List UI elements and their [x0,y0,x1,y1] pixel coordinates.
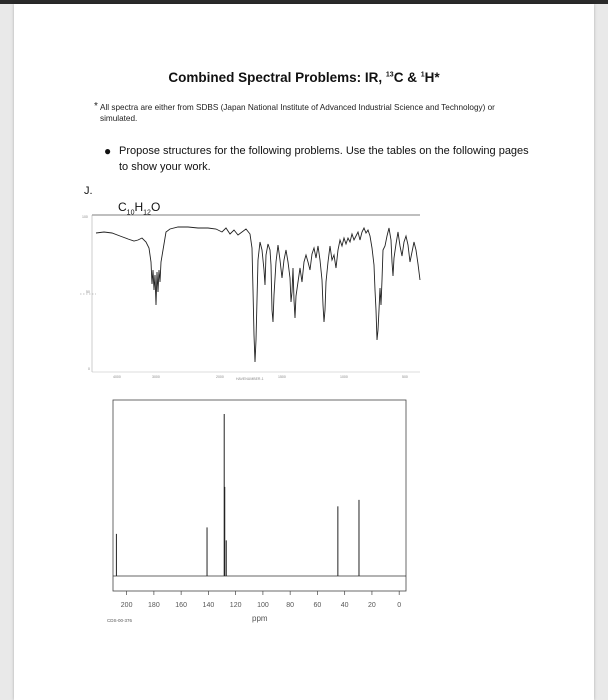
ir-y-tick-label: 50 [86,290,90,294]
ir-x-tick-label: 3000 [152,375,160,379]
bullet-dot-icon: ● [104,144,112,158]
molecular-formula: $C_{10}H_{12}O$ [118,200,161,217]
ir-x-tick-label: 2000 [216,375,224,379]
instruction-text: Propose structures for the following problems. Use the tables on the following pages to show your work. [119,145,529,173]
ir-x-tick-label: 1500 [278,375,286,379]
c13-nmr-spectrum [113,400,406,609]
nmr-frame [113,400,406,591]
nmr-x-tick-label: 200 [120,602,133,609]
page-title: Combined Spectral Problems: IR, $^{13}$C & $^1$H* [168,70,440,85]
nmr-x-tick-label: 20 [368,602,376,609]
nmr-x-tick-label: 0 [397,602,402,609]
nmr-x-axis-label: ppm [252,614,268,623]
nmr-x-tick-label: 80 [286,602,295,609]
nmr-x-tick-label: 120 [229,602,242,609]
ir-x-tick-label: 1000 [340,375,348,379]
ir-trace [96,227,420,362]
ir-x-tick-label: 4000 [113,375,121,379]
nmr-footer-code: CDS-00-376 [107,618,133,623]
nmr-x-tick-label: 160 [175,602,187,609]
ir-y-tick-label: 0 [88,367,90,371]
nmr-x-tick-label: 40 [340,602,349,609]
nmr-x-tick-label: 140 [202,602,215,609]
problem-label: J. [84,185,93,197]
note-text: All spectra are either from SDBS (Japan National Institute of Advanced Industrial Science and Technology) or simulated. [100,103,495,123]
ir-x-axis-label: HAVENUMBER-1 [236,377,264,381]
ir-y-tick-label: 100 [82,215,88,219]
note-asterisk: * [94,101,98,112]
ir-spectrum [80,215,420,381]
nmr-x-tick-label: 180 [148,602,160,609]
nmr-x-tick-label: 100 [257,602,269,609]
nmr-x-tick-label: 60 [313,602,322,609]
ir-x-tick-label: 500 [402,375,408,379]
